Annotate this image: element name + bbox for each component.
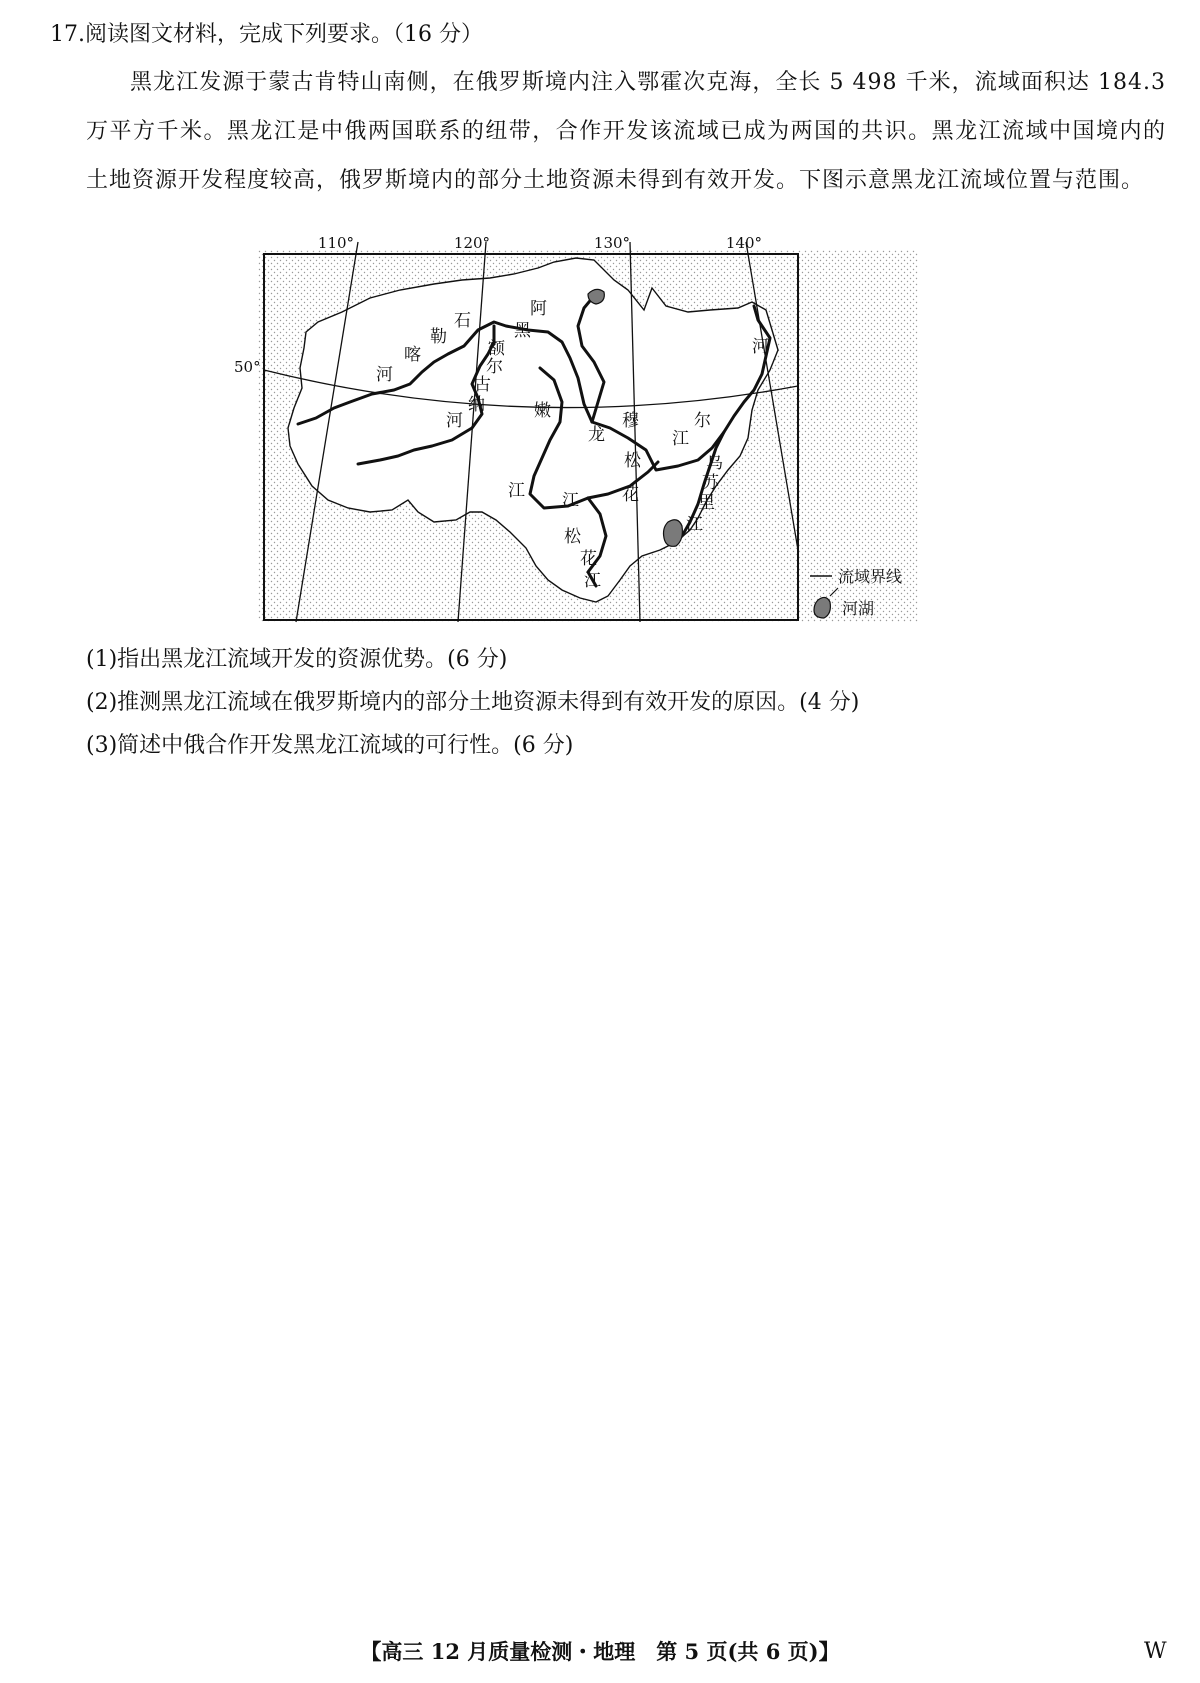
nen-label-2: 江 bbox=[508, 481, 525, 501]
sub-question-2: (2)推测黑龙江流域在俄罗斯境内的部分土地资源未得到有效开发的原因。(4 分) bbox=[86, 690, 860, 715]
material-paragraph: 黑龙江发源于蒙古肯特山南侧，在俄罗斯境内注入鄂霍次克海，全长 5 498 千米，流域面积达 184.3 万平方千米。黑龙江是中俄两国联系的纽带，合作开发该流域已成为两国的共识。黑龙江流域中国境内的土地资源开发程度较高，俄罗斯境内的部分土地资源未得到有效开发。下图示意黑龙江流域位置与范围。 bbox=[86, 70, 1166, 193]
sub-question-1: (1)指出黑龙江流域开发的资源优势。(6 分) bbox=[86, 647, 508, 672]
khanka-lake bbox=[664, 520, 683, 547]
songhua-main-label-3: 江 bbox=[562, 491, 579, 511]
amur-label-long: 龙 bbox=[588, 425, 605, 445]
argun-label-4: 纳 bbox=[468, 395, 485, 415]
question-prompt: 阅读图文材料，完成下列要求。（16 分） bbox=[85, 22, 483, 47]
argun-label-3: 古 bbox=[474, 375, 491, 395]
lon-label-140: 140° bbox=[725, 234, 763, 252]
lat-label-50: 50° bbox=[234, 358, 261, 376]
songhua-main-label-1: 松 bbox=[624, 451, 641, 471]
second-songhua-label-1: 松 bbox=[564, 527, 581, 547]
question-number: 17. bbox=[50, 22, 85, 47]
ussuri-label-4: 江 bbox=[686, 515, 703, 535]
shilka-label-2: 勒 bbox=[430, 327, 447, 347]
ussuri-label-2: 苏 bbox=[702, 473, 719, 493]
second-songhua-label-3: 江 bbox=[584, 571, 601, 591]
page-footer: 【高三 12 月质量检测・地理 第 5 页(共 6 页)】 bbox=[360, 1639, 840, 1664]
lon-label-110: 110° bbox=[317, 234, 355, 252]
lower-he-label: 河 bbox=[752, 337, 769, 357]
map-svg bbox=[234, 234, 998, 680]
legend-boundary-label: 流域界线 bbox=[838, 567, 903, 586]
amgun-label-2: 尔 bbox=[694, 411, 711, 431]
legend-lake-label: 河湖 bbox=[842, 599, 875, 618]
amur-label-hei: 黑 bbox=[514, 321, 531, 341]
second-songhua-label-2: 花 bbox=[580, 549, 597, 569]
amur-label-a: 阿 bbox=[530, 299, 547, 319]
ussuri-label-3: 里 bbox=[698, 493, 715, 513]
question-header bbox=[50, 20, 483, 50]
shilka-label-3: 喀 bbox=[404, 345, 421, 365]
sub-question-3: (3)简述中俄合作开发黑龙江流域的可行性。(6 分) bbox=[86, 733, 574, 758]
corner-mark: W bbox=[1144, 1639, 1167, 1664]
lon-label-120: 120° bbox=[453, 234, 491, 252]
amgun-label-1: 穆 bbox=[622, 411, 639, 431]
shilka-label-4: 河 bbox=[376, 365, 393, 385]
argun-label-1: 额 bbox=[488, 339, 505, 359]
argun-label-5: 河 bbox=[446, 411, 463, 431]
amur-label-jiang: 江 bbox=[672, 429, 689, 449]
ussuri-label-1: 乌 bbox=[706, 453, 723, 473]
hulun-lake bbox=[588, 289, 604, 304]
amur-basin-map bbox=[234, 234, 998, 680]
shilka-label-1: 石 bbox=[454, 311, 471, 331]
lon-label-130: 130° bbox=[593, 234, 631, 252]
argun-label-2: 尔 bbox=[486, 357, 503, 377]
nen-label-1: 嫩 bbox=[534, 401, 551, 421]
songhua-main-label-2: 花 bbox=[622, 485, 639, 505]
